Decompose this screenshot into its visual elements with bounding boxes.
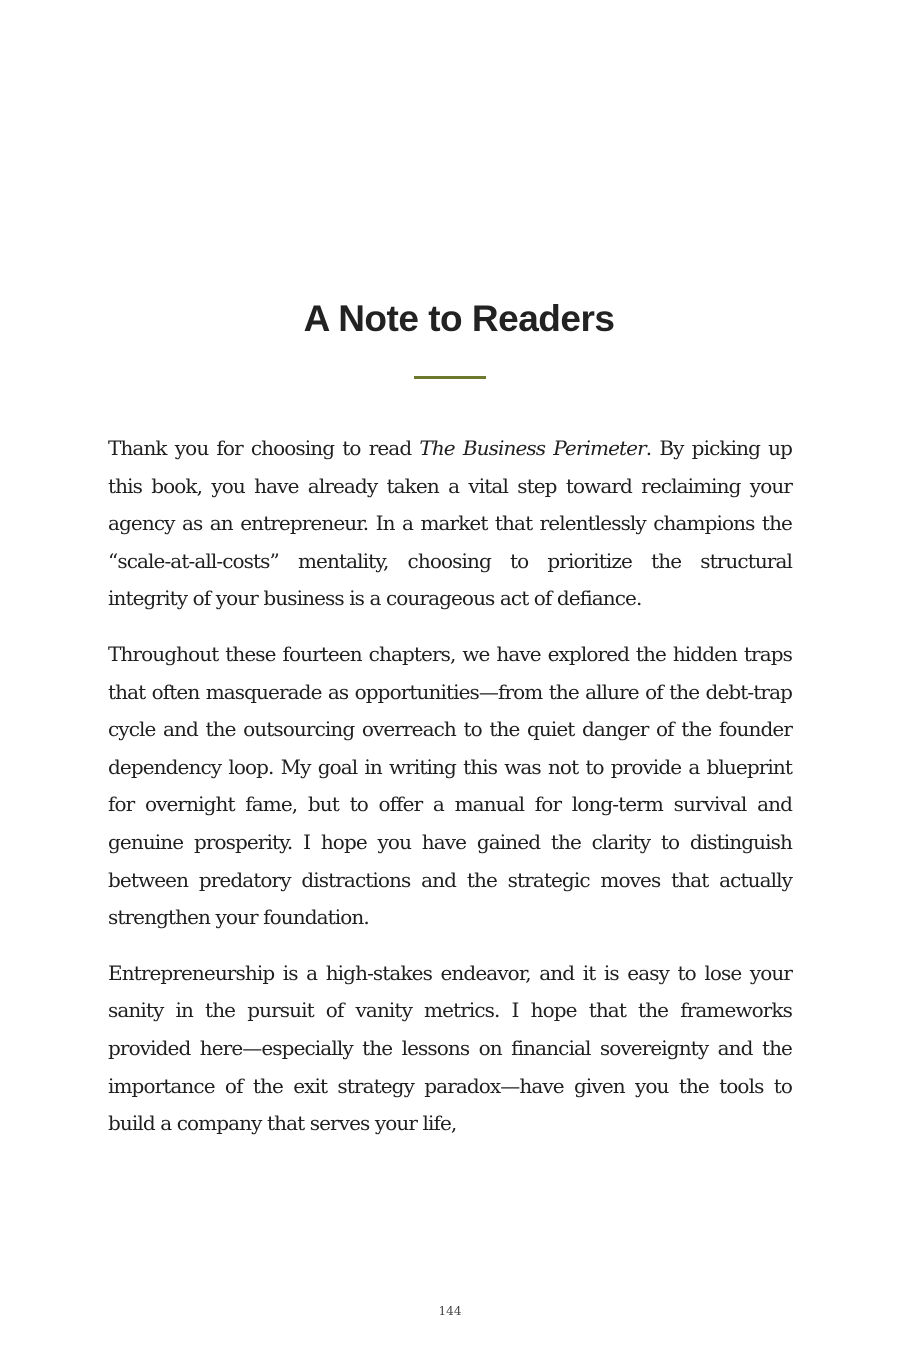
paragraph-2: Throughout these fourteen chapters, we have explored the hidden traps that often masquerade as opportunities—from the allure of the debt-trap cycle and the outsourcing overreach to the quiet danger of the founder dependency loop. My goal in writing this was not to provide a blueprint for overnight fame, but to offer a manual for long-term survival and genuine prosperity. I hope you have gained the clarity to distinguish between predatory distractions and the strategic moves that actually strengthen your foundation. [108, 641, 792, 930]
paragraph-1 [108, 430, 792, 618]
body-text [108, 430, 792, 1161]
paragraph-3: Entrepreneurship is a high-stakes endeavor, and it is easy to lose your sanity in the pursuit of vanity metrics. I hope that the frameworks provided here—especially the lessons on financial sovereignty and the importance of the exit strategy paradox—have given you the tools to build a company that serves your life, [108, 960, 792, 1136]
page-title: A Note to Readers [303, 298, 615, 339]
book-title: The Business Perimeter [419, 436, 646, 460]
page-number: 144 [438, 1304, 462, 1318]
paragraph-1-intro: Thank you for choosing to read [108, 436, 420, 460]
paragraph-1-rest: . By picking up this book, you have already taken a vital step toward reclaiming your agency as an entrepreneur. In a market that relentlessly champions the “scale-at-all-costs” mentality, choosing to prioritize the structural integrity of your business is a courageous act of defiance. [108, 436, 792, 611]
title-divider [414, 376, 486, 379]
